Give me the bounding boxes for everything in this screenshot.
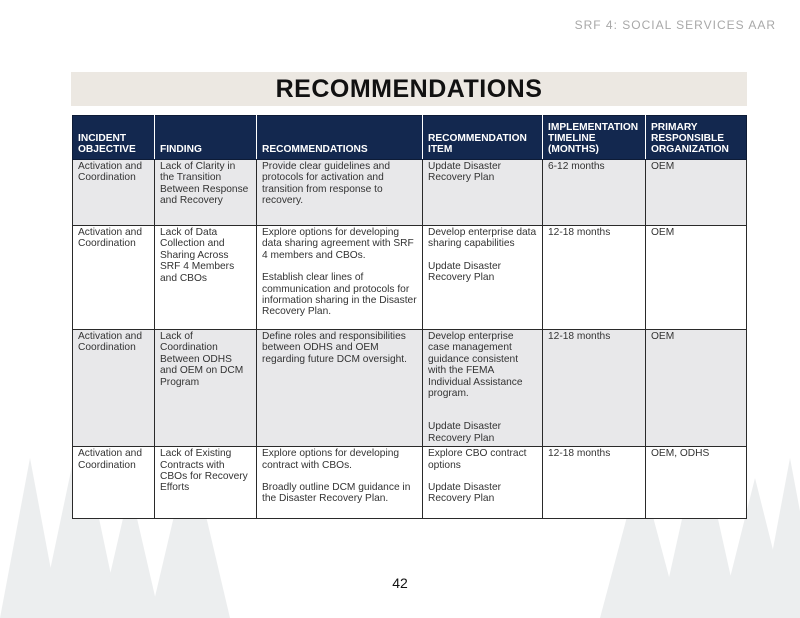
- cell-recommendations: [257, 330, 423, 447]
- column-header-incident-objective: INCIDENT OBJECTIVE: [73, 116, 155, 160]
- recommendation-text: Define roles and responsibilities between ODHS and OEM regarding future DCM oversight.: [262, 331, 407, 365]
- table-row: [73, 447, 747, 519]
- column-header-finding: FINDING: [155, 116, 257, 160]
- cell-objective: Activation and Coordination: [73, 447, 155, 519]
- cell-timeline: 12-18 months: [543, 226, 646, 330]
- cell-recommendation-item: [423, 447, 543, 519]
- cell-objective: Activation and Coordination: [73, 330, 155, 447]
- recommendation-text: Broadly outline DCM guidance in the Disaster Recovery Plan.: [262, 482, 411, 505]
- recommendation-text: Explore options for developing contract with CBOs.: [262, 448, 400, 471]
- cell-recommendation-item: [423, 330, 543, 447]
- table-row: [73, 330, 747, 447]
- recommendation-item-text: Update Disaster Recovery Plan: [428, 482, 502, 505]
- cell-finding: Lack of Existing Contracts with CBOs for Recovery Efforts: [155, 447, 257, 519]
- recommendation-item-text: Update Disaster Recovery Plan: [428, 260, 502, 284]
- cell-organization: OEM, ODHS: [646, 447, 747, 519]
- recommendation-text: Explore options for developing data sharing agreement with SRF 4 members and CBOs.: [262, 227, 414, 261]
- cell-recommendation-item: [423, 226, 543, 330]
- cell-recommendations: [257, 160, 423, 226]
- cell-finding: Lack of Data Collection and Sharing Across SRF 4 Members and CBOs: [155, 226, 257, 330]
- column-header-implementation-timeline: IMPLEMENTATION TIMELINE (MONTHS): [543, 116, 646, 160]
- column-header-recommendations: RECOMMENDATIONS: [257, 116, 423, 160]
- cell-timeline: 12-18 months: [543, 330, 646, 447]
- page-title: RECOMMENDATIONS: [275, 74, 543, 103]
- recommendation-item-text: Explore CBO contract options: [428, 448, 527, 471]
- cell-organization: OEM: [646, 330, 747, 447]
- document-header-label: SRF 4: SOCIAL SERVICES AAR: [574, 18, 776, 32]
- recommendation-item-text: Develop enterprise case management guidance consistent with the FEMA Individual Assistance program.: [428, 331, 523, 400]
- recommendation-item-text: Update Disaster Recovery Plan: [428, 161, 502, 184]
- recommendations-table: [72, 115, 747, 519]
- table-row: [73, 160, 747, 226]
- cell-organization: OEM: [646, 226, 747, 330]
- cell-recommendations: [257, 226, 423, 330]
- recommendation-text: Establish clear lines of communication and protocols for information sharing in the Disaster Recovery Plan.: [262, 272, 417, 318]
- table-row: [73, 226, 747, 330]
- table-header-row: [73, 116, 747, 160]
- recommendation-item-text: Update Disaster Recovery Plan: [428, 421, 502, 444]
- page-number: 42: [392, 575, 408, 591]
- cell-recommendations: [257, 447, 423, 519]
- cell-timeline: 12-18 months: [543, 447, 646, 519]
- cell-recommendation-item: [423, 160, 543, 226]
- column-header-primary-responsible-organization: PRIMARY RESPONSIBLE ORGANIZATION: [646, 116, 747, 160]
- cell-objective: Activation and Coordination: [73, 226, 155, 330]
- cell-organization: OEM: [646, 160, 747, 226]
- cell-finding: Lack of Coordination Between ODHS and OEM on DCM Program: [155, 330, 257, 447]
- recommendation-item-text: Develop enterprise data sharing capabilities: [428, 227, 537, 250]
- cell-finding: Lack of Clarity in the Transition Between Response and Recovery: [155, 160, 257, 226]
- title-banner: [71, 72, 747, 106]
- column-header-recommendation-item: RECOMMENDATION ITEM: [423, 116, 543, 160]
- cell-objective: Activation and Coordination: [73, 160, 155, 226]
- recommendation-text: Provide clear guidelines and protocols for activation and transition from response to recovery.: [262, 161, 390, 207]
- cell-timeline: 6-12 months: [543, 160, 646, 226]
